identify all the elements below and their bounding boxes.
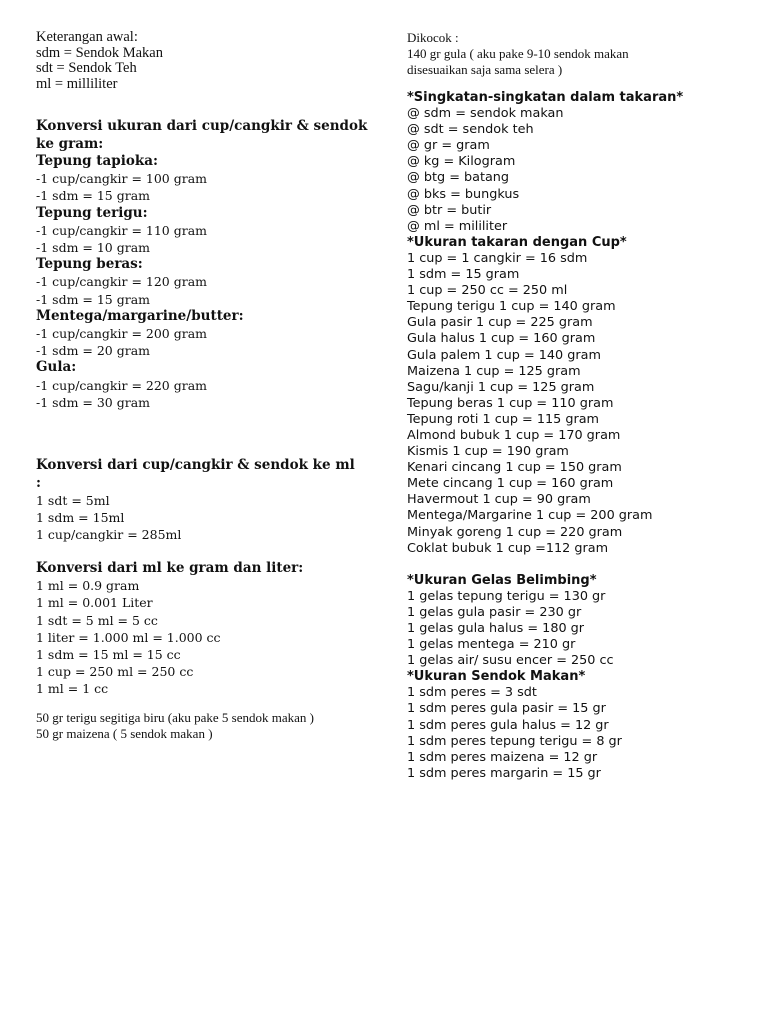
cup-item: Almond bubuk 1 cup = 170 gram xyxy=(407,427,621,443)
sendok-section xyxy=(407,669,752,782)
group-item: -1 cup/cangkir = 200 gram xyxy=(36,326,208,342)
gelas-item: 1 gelas mentega = 210 gr xyxy=(407,637,576,653)
sendok-item: 1 sdm peres margarin = 15 gr xyxy=(407,765,601,781)
cup-item: Gula palem 1 cup = 140 gram xyxy=(407,347,601,363)
conversion-ml-title: Konversi dari cup/cangkir & sendok ke ml xyxy=(36,457,355,474)
conversion-liter-item: 1 cup = 250 ml = 250 cc xyxy=(36,664,194,680)
gelas-item: 1 gelas tepung terigu = 130 gr xyxy=(407,588,606,604)
abbreviation-item: @ btg = batang xyxy=(407,170,510,186)
group-item: -1 sdm = 15 gram xyxy=(36,188,151,204)
sendok-item: 1 sdm peres gula pasir = 15 gr xyxy=(407,701,606,717)
group-item: -1 cup/cangkir = 220 gram xyxy=(36,377,208,393)
group-item: -1 sdm = 10 gram xyxy=(36,240,151,256)
cup-item: Minyak goreng 1 cup = 220 gram xyxy=(407,524,623,540)
cup-item: Gula pasir 1 cup = 225 gram xyxy=(407,315,593,331)
sendok-item: 1 sdm peres = 3 sdt xyxy=(407,685,537,701)
sendok-item: 1 sdm peres gula halus = 12 gr xyxy=(407,717,609,733)
cup-item: Gula halus 1 cup = 160 gram xyxy=(407,331,596,347)
abbreviation-item: @ bks = bungkus xyxy=(407,186,520,202)
gelas-section xyxy=(407,573,752,670)
cup-item: Maizena 1 cup = 125 gram xyxy=(407,363,581,379)
group-item: -1 sdm = 15 gram xyxy=(36,291,151,307)
intro-block xyxy=(36,30,371,92)
abbreviation-item: @ sdm = sendok makan xyxy=(407,106,564,122)
abbreviation-item: @ ml = mililiter xyxy=(407,218,508,234)
left-column xyxy=(36,30,371,742)
conversion-liter-item: 1 ml = 0.9 gram xyxy=(36,578,140,594)
cup-item: Mentega/Margarine 1 cup = 200 gram xyxy=(407,508,653,524)
cup-item: Sagu/kanji 1 cup = 125 gram xyxy=(407,379,595,395)
cup-item: Tepung terigu 1 cup = 140 gram xyxy=(407,299,616,315)
abbreviation-section xyxy=(407,90,752,235)
right-column xyxy=(407,30,752,782)
conversion-ml-section xyxy=(36,457,371,544)
conversion-liter-item: 1 ml = 0.001 Liter xyxy=(36,595,153,611)
note-line: 50 gr maizena ( 5 sendok makan ) xyxy=(36,725,213,741)
abbreviation-item: @ sdt = sendok teh xyxy=(407,122,534,138)
conversion-ml-item: 1 sdm = 15ml xyxy=(36,510,125,526)
conversion-liter-item: 1 ml = 1 cc xyxy=(36,681,109,697)
sendok-item: 1 sdm peres maizena = 12 gr xyxy=(407,749,598,765)
group-item: -1 sdm = 20 gram xyxy=(36,343,151,359)
dikocok-block xyxy=(407,30,752,78)
dikocok-line: 140 gr gula ( aku pake 9-10 sendok makan xyxy=(407,46,629,61)
abbreviation-title: *Singkatan-singkatan dalam takaran* xyxy=(407,90,684,105)
cup-item: Tepung roti 1 cup = 115 gram xyxy=(407,411,600,427)
group-title: Tepung terigu: xyxy=(36,204,148,221)
gelas-item: 1 gelas gula halus = 180 gr xyxy=(407,621,585,636)
conversion-liter-item: 1 liter = 1.000 ml = 1.000 cc xyxy=(36,629,221,645)
gelas-item: 1 gelas air/ susu encer = 250 cc xyxy=(407,653,614,669)
conversion-liter-item: 1 sdt = 5 ml = 5 cc xyxy=(36,612,158,628)
group-item: -1 sdm = 30 gram xyxy=(36,394,151,410)
conversion-liter-item: 1 sdm = 15 ml = 15 cc xyxy=(36,646,181,662)
cup-item: Havermout 1 cup = 90 gram xyxy=(407,492,591,508)
cup-item: 1 sdm = 15 gram xyxy=(407,267,520,283)
cup-item: Tepung beras 1 cup = 110 gram xyxy=(407,395,614,411)
gelas-title: *Ukuran Gelas Belimbing* xyxy=(407,572,597,588)
cup-item: 1 cup = 1 cangkir = 16 sdm xyxy=(407,250,588,266)
intro-line: ml = milliliter xyxy=(36,75,118,92)
cup-item: Kismis 1 cup = 190 gram xyxy=(407,444,569,460)
sendok-title: *Ukuran Sendok Makan* xyxy=(407,669,586,685)
group-title: Mentega/margarine/butter: xyxy=(36,307,244,324)
group-title: Tepung beras: xyxy=(36,256,143,273)
cup-item: 1 cup = 250 cc = 250 ml xyxy=(407,283,568,299)
group-item: -1 cup/cangkir = 110 gram xyxy=(36,222,208,238)
note-block xyxy=(36,710,371,742)
cup-section xyxy=(407,235,752,557)
abbreviation-item: @ kg = Kilogram xyxy=(407,154,516,170)
abbreviation-item: @ gr = gram xyxy=(407,138,490,154)
dikocok-line: disesuaikan saja sama selera ) xyxy=(407,62,563,77)
intro-line: sdt = Sendok Teh xyxy=(36,60,137,76)
conversion-gram-section xyxy=(36,118,371,411)
cup-item: Mete cincang 1 cup = 160 gram xyxy=(407,476,614,492)
dikocok-label: Dikocok : xyxy=(407,30,459,45)
note-line: 50 gr terigu segitiga biru (aku pake 5 sendok makan ) xyxy=(36,709,314,725)
conversion-ml-colon: : xyxy=(36,474,41,491)
gelas-item: 1 gelas gula pasir = 230 gr xyxy=(407,604,582,620)
sendok-item: 1 sdm peres tepung terigu = 8 gr xyxy=(407,733,622,749)
cup-item: Coklat bubuk 1 cup =112 gram xyxy=(407,540,609,556)
conversion-liter-title: Konversi dari ml ke gram dan liter: xyxy=(36,559,304,576)
abbreviation-item: @ btr = butir xyxy=(407,202,492,218)
group-title: Gula: xyxy=(36,359,77,376)
group-title: Tepung tapioka: xyxy=(36,153,158,169)
intro-line: Keterangan awal: xyxy=(36,29,138,45)
cup-title: *Ukuran takaran dengan Cup* xyxy=(407,234,627,250)
intro-line: sdm = Sendok Makan xyxy=(36,44,163,61)
conversion-ml-item: 1 sdt = 5ml xyxy=(36,493,110,509)
group-item: -1 cup/cangkir = 100 gram xyxy=(36,171,208,187)
cup-item: Kenari cincang 1 cup = 150 gram xyxy=(407,460,622,476)
conversion-ml-item: 1 cup/cangkir = 285ml xyxy=(36,527,182,543)
conversion-liter-section xyxy=(36,560,371,698)
conversion-gram-title: Konversi ukuran dari cup/cangkir & sendok ke gram: xyxy=(36,118,368,152)
group-item: -1 cup/cangkir = 120 gram xyxy=(36,274,208,290)
